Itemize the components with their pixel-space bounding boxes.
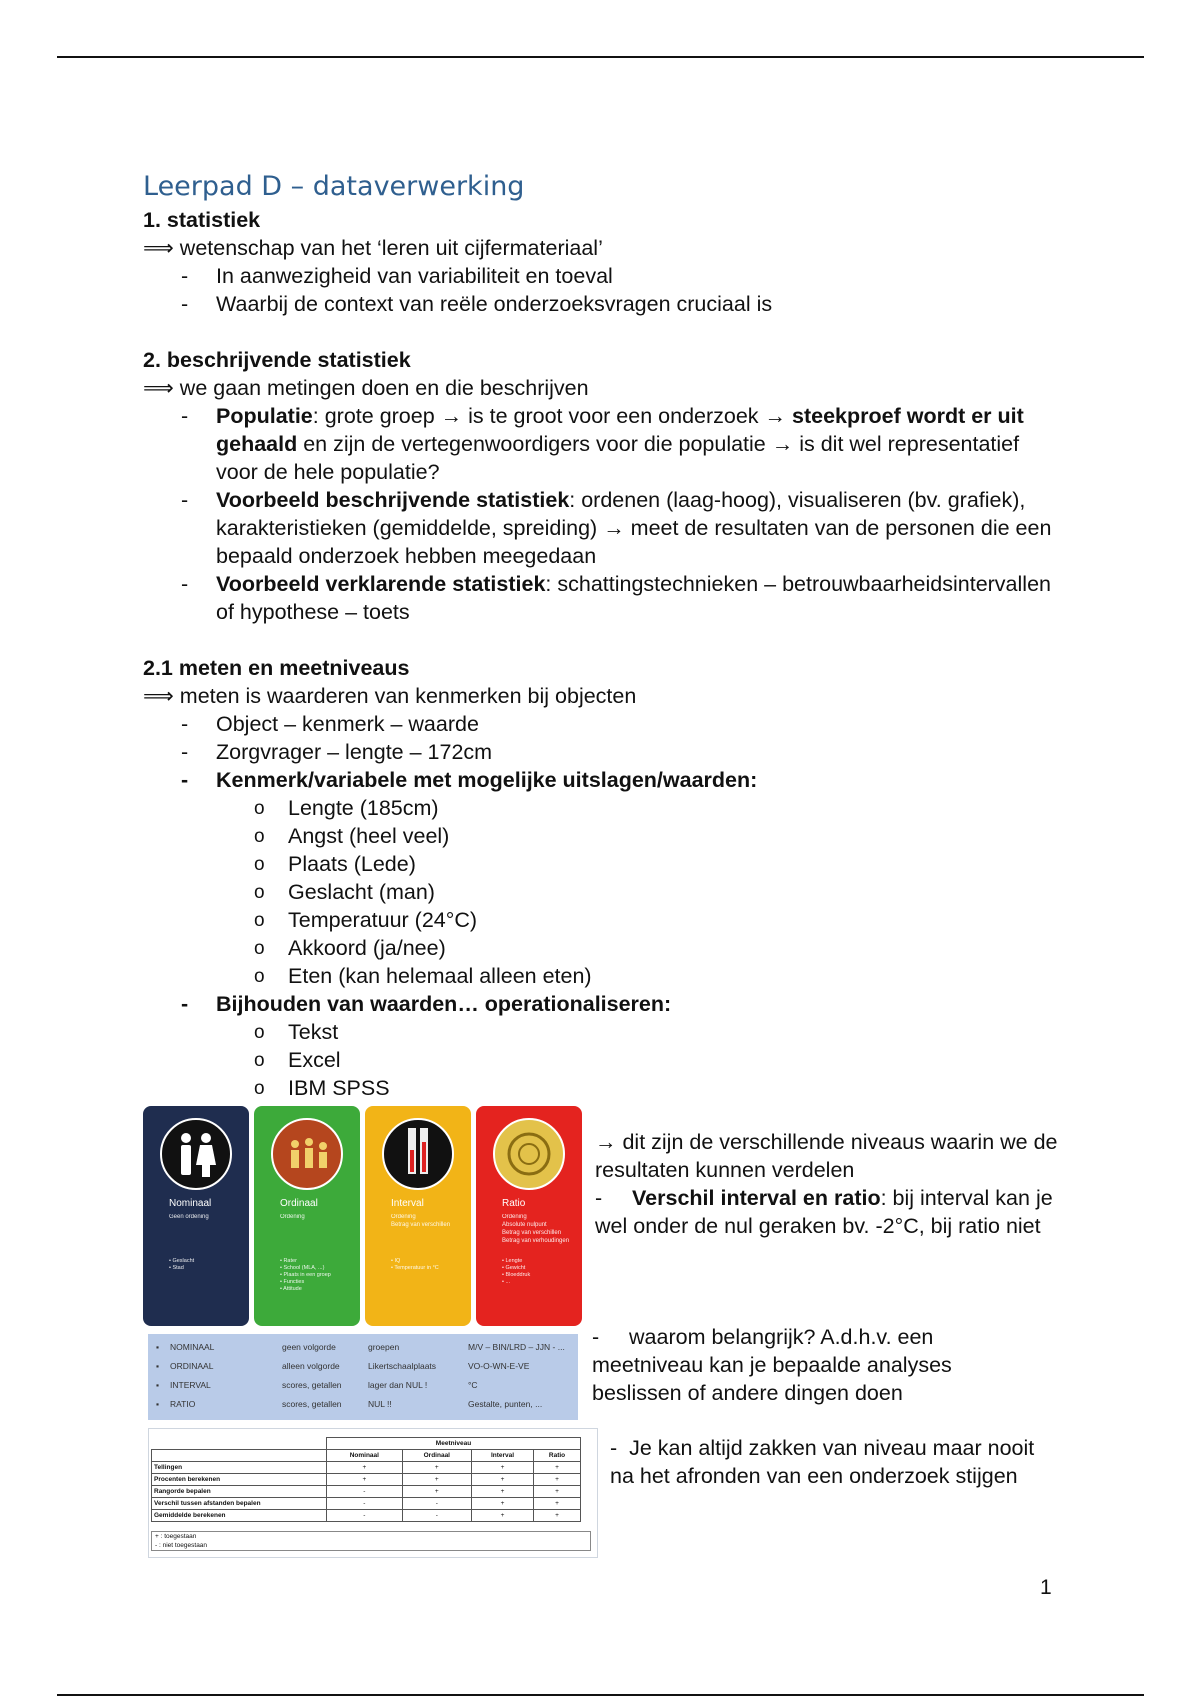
- people-icon: [160, 1118, 232, 1190]
- table-group-header: Meetniveau: [327, 1438, 581, 1450]
- tile-sub: Ordening Betrag van verschillen: [391, 1214, 451, 1228]
- sub-list-item: o Akkoord (ja/nee): [143, 934, 1063, 962]
- tile-ordinaal: [254, 1106, 360, 1326]
- sub-list-item: o Geslacht (man): [143, 878, 1063, 906]
- thermometer-icon: [382, 1118, 454, 1190]
- tile-list: • Rater • School (MLA, ...) • Plaats in een groep • Functies • Attitude: [280, 1258, 331, 1292]
- section-2-heading: 2. beschrijvende statistiek: [143, 348, 411, 372]
- section-1-intro: ⟹ wetenschap van het ‘leren uit cijfermateriaal’: [143, 236, 603, 260]
- section-21-heading: 2.1 meten en meetniveaus: [143, 656, 410, 680]
- sub-list-item: o Excel: [143, 1046, 1063, 1074]
- tile-label: Interval: [391, 1198, 424, 1209]
- bottom-rule: [57, 1694, 1144, 1696]
- sub-list-item: o IBM SPSS: [143, 1074, 1063, 1102]
- list-item: - In aanwezigheid van variabiliteit en toeval: [143, 262, 1063, 290]
- tile-sub: Ordening Absolute nulpunt Betrag van verschillen Betrag van verhoudingen: [502, 1214, 570, 1244]
- measuring-tape-icon: [493, 1118, 565, 1190]
- top-rule: [57, 56, 1144, 58]
- table-header-row: Nominaal Ordinaal Interval Ratio: [152, 1450, 581, 1462]
- sub-list-item: o Tekst: [143, 1018, 1063, 1046]
- runners-icon: [271, 1118, 343, 1190]
- sub-list-item: o Angst (heel veel): [143, 822, 1063, 850]
- document-body: [143, 168, 1063, 1102]
- list-item: - Voorbeeld verklarende statistiek: schattingstechnieken – betrouwbaarheidsintervallen of hypothese – toets: [143, 570, 1063, 626]
- page-title: Leerpad D – dataverwerking: [143, 171, 525, 202]
- section-21-intro: ⟹ meten is waarderen van kenmerken bij objecten: [143, 684, 637, 708]
- list-item: - Kenmerk/variabele met mogelijke uitslagen/waarden:: [143, 766, 1063, 794]
- section-1-heading: 1. statistiek: [143, 208, 261, 232]
- tile-interval: [365, 1106, 471, 1326]
- tile-label: Ordinaal: [280, 1198, 318, 1209]
- tile-ratio: [476, 1106, 582, 1326]
- table-row: Gemiddelde berekenen - - + +: [152, 1510, 581, 1522]
- list-item: - Zorgvrager – lengte – 172cm: [143, 738, 1063, 766]
- list-item: - Object – kenmerk – waarde: [143, 710, 1063, 738]
- measurement-table: [148, 1428, 598, 1558]
- table-row: Tellingen + + + +: [152, 1462, 581, 1474]
- table-row: Verschil tussen afstanden bepalen - - + +: [152, 1498, 581, 1510]
- tile-list: • Geslacht • Stad: [169, 1258, 195, 1271]
- table-row: Procenten berekenen + + + +: [152, 1474, 581, 1486]
- side-note-2: - waarom belangrijk? A.d.h.v. een meetniveau kan je bepaalde analyses beslissen of andere dingen doen: [592, 1325, 952, 1405]
- sub-list-item: o Lengte (185cm): [143, 794, 1063, 822]
- tile-sub: Geen ordening: [169, 1214, 209, 1220]
- list-item: - Waarbij de context van reële onderzoeksvragen cruciaal is: [143, 290, 1063, 318]
- tile-nominaal: [143, 1106, 249, 1326]
- measurement-levels-figure: [143, 1106, 582, 1326]
- section-2-intro: ⟹ we gaan metingen doen en die beschrijven: [143, 376, 589, 400]
- sub-list-item: o Plaats (Lede): [143, 850, 1063, 878]
- tile-list: • Lengte • Gewicht • Bloeddruk • ...: [502, 1258, 531, 1285]
- list-item: - Voorbeeld beschrijvende statistiek: ordenen (laag-hoog), visualiseren (bv. grafiek), karakteristieken (gemiddelde, spreiding) → meet de resultaten van de personen die een bepaald onderzoek hebben meegedaan: [143, 486, 1063, 570]
- side-note-3: - Je kan altijd zakken van niveau maar nooit na het afronden van een onderzoek stijgen: [610, 1436, 1035, 1488]
- tile-sub: Ordening: [280, 1214, 305, 1220]
- tile-label: Nominaal: [169, 1198, 212, 1209]
- table-row: Rangorde bepalen - + + +: [152, 1486, 581, 1498]
- sub-list-item: o Eten (kan helemaal alleen eten): [143, 962, 1063, 990]
- list-item: - Populatie: grote groep → is te groot voor een onderzoek → steekproef wordt er uit gehaald en zijn de vertegenwoordigers voor die populatie → is dit wel representatief voor de hele populatie?: [143, 402, 1063, 486]
- sub-list-item: o Temperatuur (24°C): [143, 906, 1063, 934]
- list-item: - Bijhouden van waarden… operationaliseren:: [143, 990, 1063, 1018]
- page-number: 1: [1040, 1576, 1052, 1599]
- tile-list: • IQ • Temperatuur in °C: [391, 1258, 439, 1271]
- table-legend: + : toegestaan - : niet toegestaan: [151, 1531, 591, 1551]
- side-note-1: → dit zijn de verschillende niveaus waarin we de resultaten kunnen verdelen - Verschil interval en ratio: bij interval kan je wel onder de nul geraken bv. -2°C, bij ratio niet: [595, 1130, 1058, 1238]
- levels-summary: ▪ NOMINAAL geen volgorde groepen M/V – BIN/LRD – JJN - ... ▪ ORDINAAL alleen volgorde Likertschaalplaats VO-O-WN-E-VE ▪ INTERVAL scores, getallen lager dan NUL ! °C ▪ RATIO scores, getallen NUL !! Gestalte, punten, ...: [148, 1334, 578, 1420]
- tile-label: Ratio: [502, 1198, 526, 1209]
